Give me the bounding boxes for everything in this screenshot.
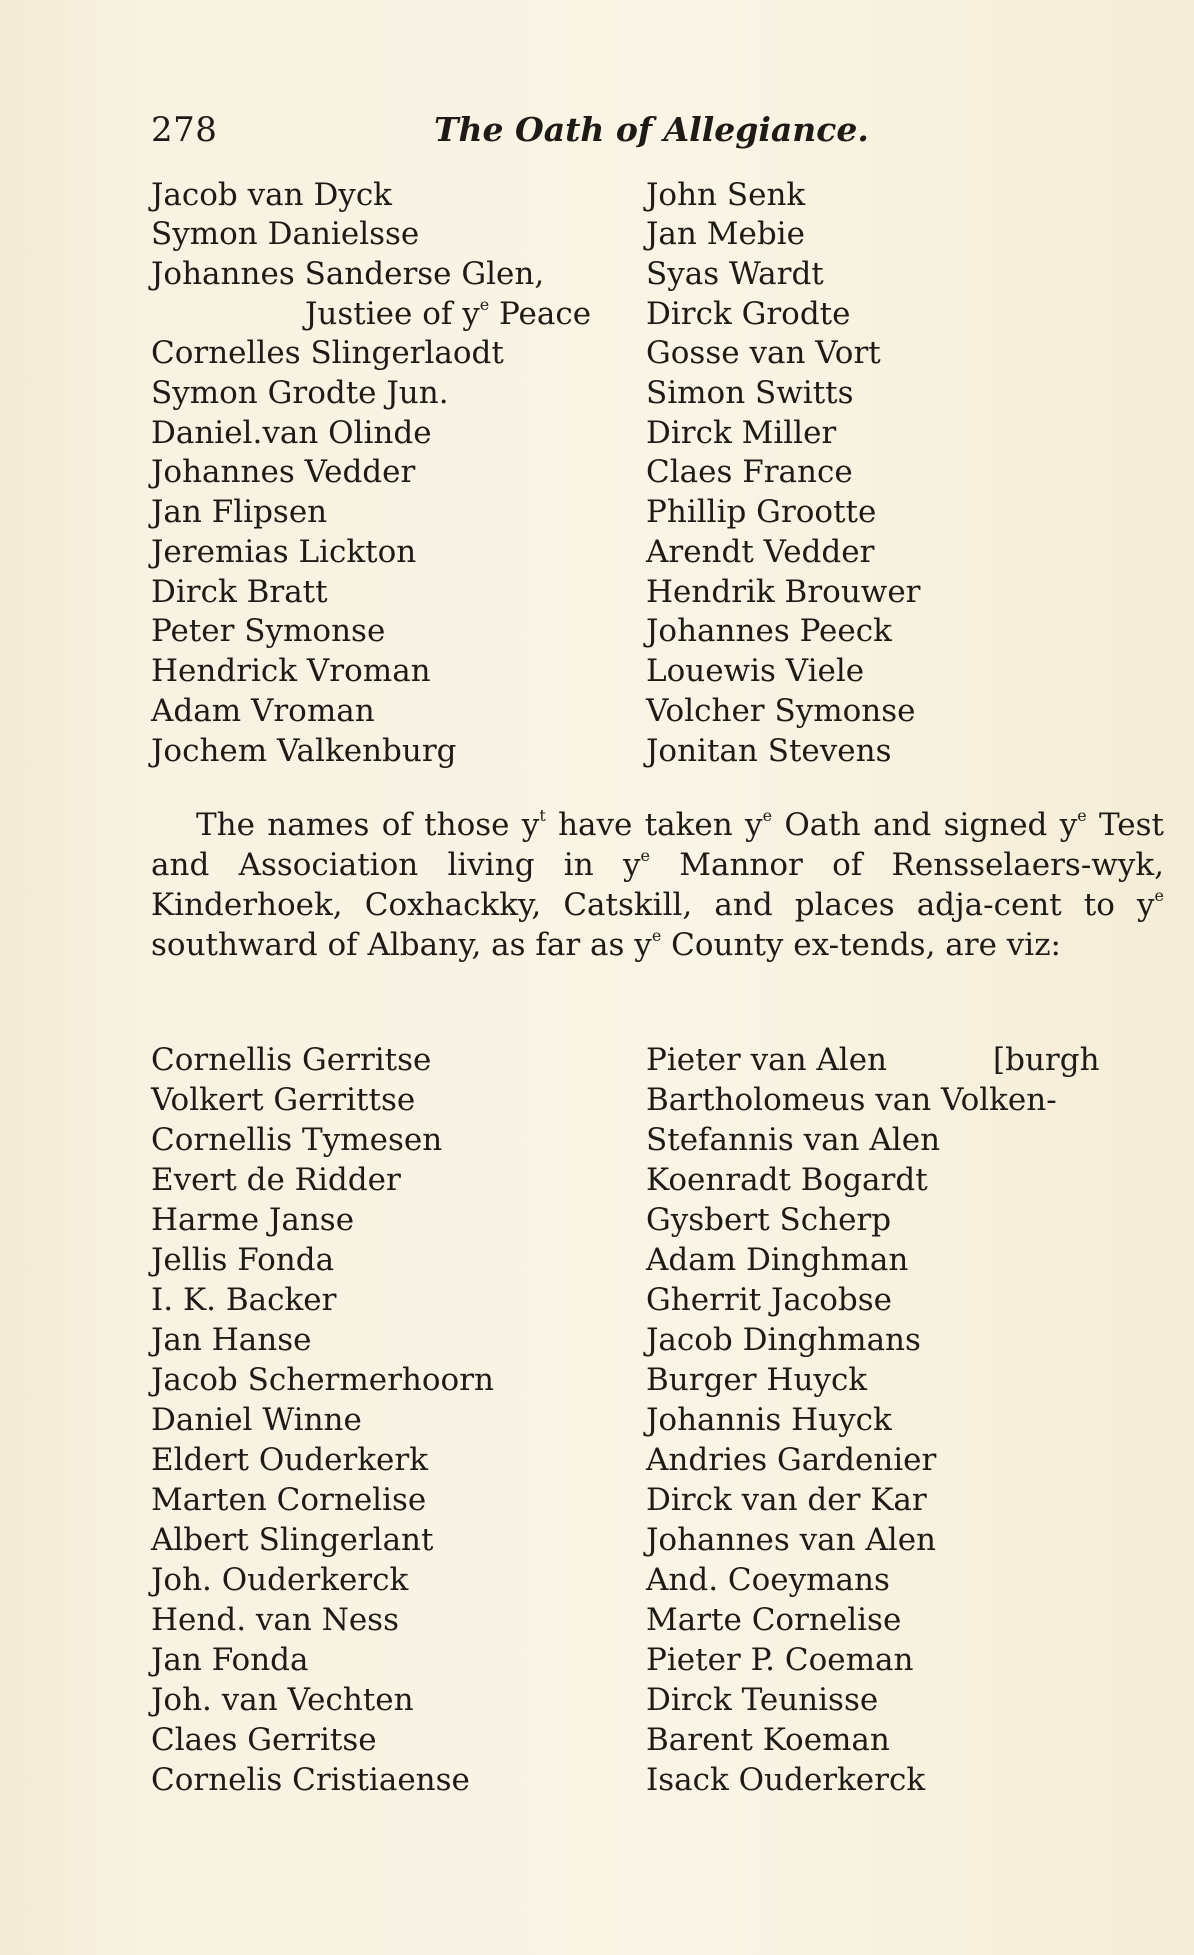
name-left: Johannes Sanderse Glen, — [151, 256, 545, 292]
list-row — [0, 294, 1194, 334]
name-right: Dirck van der Kar — [646, 1482, 927, 1518]
name-left: Symon Grodte Jun. — [151, 375, 449, 411]
name-left: Albert Slingerlant — [151, 1522, 434, 1558]
name-right: And. Coeymans — [646, 1562, 890, 1598]
name-left: Adam Vroman — [151, 693, 375, 729]
paragraph-text: have taken y — [545, 807, 763, 843]
list-row — [0, 413, 1194, 453]
superscript: e — [1154, 886, 1164, 905]
name-right: Dirck Miller — [646, 415, 837, 451]
list-row — [0, 1200, 1194, 1240]
name-right: Claes France — [646, 454, 853, 490]
name-left: Joh. van Vechten — [151, 1682, 414, 1718]
list-row — [0, 1760, 1194, 1800]
name-right: Dirck Grodte — [646, 296, 851, 332]
name-right: Pieter P. Coeman — [646, 1642, 914, 1678]
list-row — [0, 1640, 1194, 1680]
name-right: Marte Cornelise — [646, 1602, 902, 1638]
name-left: Jacob Schermerhoorn — [151, 1362, 494, 1398]
list-row — [0, 1400, 1194, 1440]
name-left: Cornellis Gerritse — [151, 1042, 432, 1078]
name-right: Phillip Grootte — [646, 494, 877, 530]
page-number: 278 — [151, 110, 218, 150]
intro-paragraph — [151, 805, 1164, 965]
list-row — [0, 254, 1194, 294]
name-left: Jellis Fonda — [151, 1242, 335, 1278]
list-row — [0, 1720, 1194, 1760]
name-left: Marten Cornelise — [151, 1482, 427, 1518]
list-row — [0, 1080, 1194, 1120]
name-left: Symon Danielsse — [151, 216, 420, 252]
name-right: Johannes Peeck — [646, 613, 892, 649]
superscript: e — [762, 806, 773, 825]
list-row — [0, 1240, 1194, 1280]
superscript: t — [539, 806, 546, 825]
name-right: John Senk — [646, 177, 806, 213]
name-right: Andries Gardenier — [646, 1442, 937, 1478]
name-right: Gysbert Scherp — [646, 1202, 892, 1238]
name-left: Jochem Valkenburg — [151, 733, 457, 769]
name-right: Barent Koeman — [646, 1722, 890, 1758]
name-right: Burger Huyck — [646, 1362, 868, 1398]
name-left: I. K. Backer — [151, 1282, 337, 1318]
page-header — [151, 110, 871, 154]
name-left: Dirck Bratt — [151, 574, 328, 610]
list-row — [0, 1360, 1194, 1400]
name-left: Daniel Winne — [151, 1402, 362, 1438]
name-left: Cornelis Cristiaense — [151, 1762, 470, 1798]
list-row — [0, 1120, 1194, 1160]
name-right: Gherrit Jacobse — [646, 1282, 892, 1318]
name-right: Jonitan Stevens — [646, 733, 892, 769]
title-text: Peace — [489, 296, 592, 332]
list-row — [0, 1600, 1194, 1640]
list-row — [0, 1680, 1194, 1720]
paragraph-text: southward of Albany, as far as y — [151, 927, 652, 963]
list-row — [0, 373, 1194, 413]
name-left: Jan Hanse — [151, 1322, 312, 1358]
superscript: e — [479, 295, 490, 314]
list-row — [0, 333, 1194, 373]
list-row — [0, 214, 1194, 254]
name-right: Adam Dinghman — [646, 1242, 909, 1278]
list-row — [0, 611, 1194, 651]
paragraph-text: County ex-tends, are viz: — [661, 927, 1061, 963]
paragraph-text: Oath and signed y — [772, 807, 1078, 843]
name-right: Volcher Symonse — [646, 693, 916, 729]
name-left: Harme Janse — [151, 1202, 355, 1238]
name-left: Evert de Ridder — [151, 1162, 401, 1198]
name-right: Stefannis van Alen — [646, 1122, 941, 1158]
name-left: Eldert Ouderkerk — [151, 1442, 428, 1478]
name-left: Jan Flipsen — [151, 494, 328, 530]
name-left: Cornelles Slingerlaodt — [151, 335, 504, 371]
name-right: Hendrik Brouwer — [646, 574, 921, 610]
list-row — [0, 1520, 1194, 1560]
name-right: Dirck Teunisse — [646, 1682, 879, 1718]
superscript: e — [651, 926, 662, 945]
list-row — [0, 651, 1194, 691]
list-row — [0, 1480, 1194, 1520]
name-left: Jan Fonda — [151, 1642, 309, 1678]
name-left: Jeremias Lickton — [151, 534, 417, 570]
list-row — [0, 731, 1194, 771]
name-left: Peter Symonse — [151, 613, 386, 649]
name-right: Arendt Vedder — [646, 534, 875, 570]
name-left: Cornellis Tymesen — [151, 1122, 443, 1158]
name-right: Bartholomeus van Volken- — [646, 1082, 1057, 1118]
name-left: Johannes Vedder — [151, 454, 416, 490]
name-right: Jacob Dinghmans — [646, 1322, 921, 1358]
list-row — [0, 492, 1194, 532]
paragraph-text: Test and Association living in y — [151, 807, 1164, 883]
name-right: Johannis Huyck — [646, 1402, 892, 1438]
name-left: Claes Gerritse — [151, 1722, 377, 1758]
name-right: Gosse van Vort — [646, 335, 881, 371]
list-row — [0, 1280, 1194, 1320]
name-left: Jacob van Dyck — [151, 177, 392, 213]
list-row — [0, 1560, 1194, 1600]
name-right: Jan Mebie — [646, 216, 805, 252]
list-row — [0, 691, 1194, 731]
name-right: Koenradt Bogardt — [646, 1162, 928, 1198]
title-text: Justiee of y — [305, 296, 480, 332]
list-row — [0, 532, 1194, 572]
name-left: Joh. Ouderkerck — [151, 1562, 409, 1598]
paragraph-text: Mannor of Rensselaers-wyk, Kinderhoek, Coxhackky, Catskill, and places adja-cent to y — [151, 847, 1164, 923]
name-right: Isack Ouderkerck — [646, 1762, 926, 1798]
superscript: e — [1077, 806, 1087, 825]
name-right: Pieter van Alen — [646, 1042, 888, 1078]
name-right: Johannes van Alen — [646, 1522, 937, 1558]
list-row — [0, 1040, 1194, 1080]
list-row — [0, 452, 1194, 492]
paragraph-text: The names of those y — [196, 807, 540, 843]
name-right: Simon Switts — [646, 375, 854, 411]
name-right: Syas Wardt — [646, 256, 824, 292]
list-row — [0, 572, 1194, 612]
name-left: Hend. van Ness — [151, 1602, 399, 1638]
name-left-continuation — [305, 294, 591, 334]
list-row — [0, 1320, 1194, 1360]
name-left: Daniel.van Olinde — [151, 415, 432, 451]
running-title: The Oath of Allegiance. — [434, 110, 869, 149]
list-row — [0, 1160, 1194, 1200]
list-row — [0, 175, 1194, 215]
name-right: Louewis Viele — [646, 653, 865, 689]
superscript: e — [640, 846, 650, 865]
name-left: Volkert Gerrittse — [151, 1082, 416, 1118]
name-left: Hendrick Vroman — [151, 653, 431, 689]
hyphenation-overflow: [burgh — [993, 1042, 1100, 1078]
list-row — [0, 1440, 1194, 1480]
